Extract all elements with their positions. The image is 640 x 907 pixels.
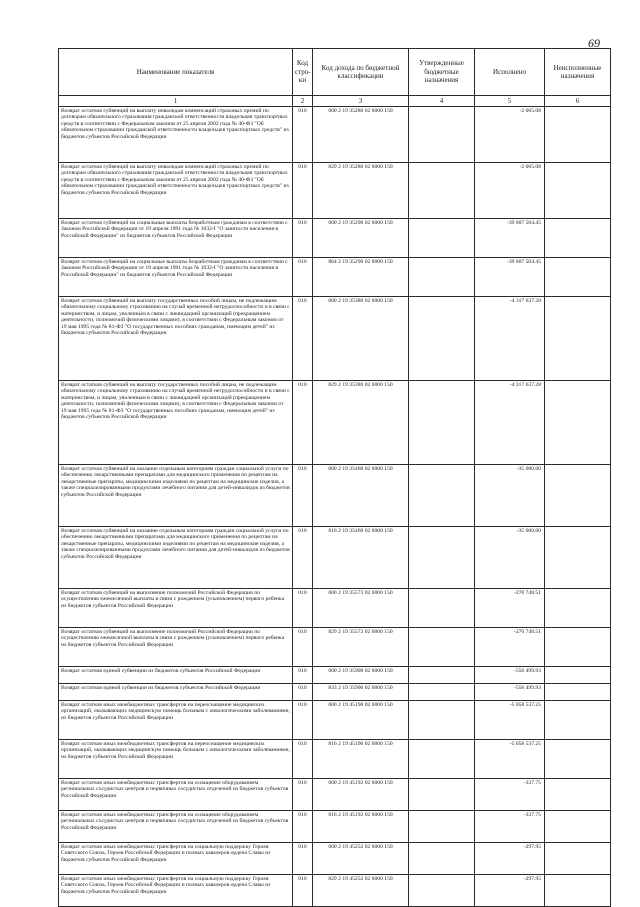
row-code-cell: 010 — [293, 628, 313, 667]
row-name-cell: Возврат остатков субвенций на выполнение полномочий Российской Федерации по осуществлению ежемесячной выплаты в связи с рождением (усыновлением) первого ребенка из бюджетов субъектов Российской Федерации — [59, 589, 293, 628]
row-kbk-cell: 816 2 19 45190 02 0000 150 — [313, 740, 409, 779]
row-unexecuted-cell — [545, 667, 611, 684]
row-approved-cell — [409, 875, 475, 907]
row-kbk-cell: 833 2 19 35900 02 0000 150 — [313, 684, 409, 701]
table-row — [59, 811, 611, 843]
row-executed-cell: -5 058 537.25 — [475, 740, 545, 779]
table-header-row — [59, 49, 611, 96]
row-kbk-cell: 000 2 19 45190 02 0000 150 — [313, 701, 409, 740]
row-unexecuted-cell — [545, 875, 611, 907]
row-unexecuted-cell — [545, 684, 611, 701]
row-unexecuted-cell — [545, 811, 611, 843]
row-executed-cell: -4 317 637.28 — [475, 297, 545, 381]
row-code-cell: 010 — [293, 811, 313, 843]
row-name-cell: Возврат остатков субвенций на оказание отдельным категориям граждан социальной услуги по обеспечению лекарственными препаратами для медицинского применения по рецептам на лекарственные препараты, медицинскими изделиями по рецептам на медицинские изделия, а также специализированными продуктами лечебного питания для детей-инвалидов из бюджетов субъектов Российской Федерации — [59, 465, 293, 527]
table-row — [59, 465, 611, 527]
row-name-cell: Возврат остатков иных межбюджетных трансфертов на переоснащение медицинских организаций, оказывающих медицинскую помощь больным с онкологическими заболеваниями, из бюджетов субъектов Российской Федерации — [59, 701, 293, 740]
row-kbk-cell: 000 2 19 45252 02 0000 150 — [313, 843, 409, 875]
row-approved-cell — [409, 527, 475, 589]
row-approved-cell — [409, 258, 475, 297]
row-unexecuted-cell — [545, 779, 611, 811]
row-name-cell: Возврат остатков иных межбюджетных трансфертов на оснащение оборудованием региональных сосудистых центров и первичных сосудистых отделений из бюджетов субъектов Российской Федерации — [59, 779, 293, 811]
table-row — [59, 779, 611, 811]
row-code-cell: 010 — [293, 107, 313, 163]
row-kbk-cell: 000 2 19 35460 02 0000 150 — [313, 465, 409, 527]
row-kbk-cell: 816 2 19 35460 02 0000 150 — [313, 527, 409, 589]
row-executed-cell: -39 807 504.45 — [475, 258, 545, 297]
row-unexecuted-cell — [545, 527, 611, 589]
table-row — [59, 684, 611, 701]
table-row — [59, 589, 611, 628]
row-unexecuted-cell — [545, 163, 611, 219]
row-unexecuted-cell — [545, 589, 611, 628]
row-code-cell: 010 — [293, 843, 313, 875]
table-row — [59, 297, 611, 381]
table-row — [59, 740, 611, 779]
row-kbk-cell: 000 2 19 35900 02 0000 150 — [313, 667, 409, 684]
row-approved-cell — [409, 779, 475, 811]
row-code-cell: 010 — [293, 701, 313, 740]
row-executed-cell: -2 065.08 — [475, 107, 545, 163]
row-code-cell: 010 — [293, 465, 313, 527]
row-executed-cell: -337.75 — [475, 779, 545, 811]
row-approved-cell — [409, 297, 475, 381]
row-code-cell: 010 — [293, 667, 313, 684]
table-row — [59, 219, 611, 258]
column-number: 2 — [293, 96, 313, 107]
row-approved-cell — [409, 701, 475, 740]
row-approved-cell — [409, 163, 475, 219]
row-kbk-cell: 000 2 19 35380 02 0000 150 — [313, 297, 409, 381]
table-row — [59, 381, 611, 465]
column-number: 6 — [545, 96, 611, 107]
row-name-cell: Возврат остатков субвенций на выполнение полномочий Российской Федерации по осуществлению ежемесячной выплаты в связи с рождением (усыновлением) первого ребенка из бюджетов субъектов Российской Федерации — [59, 628, 293, 667]
row-name-cell: Возврат остатков субвенций на выплату государственных пособий лицам, не подлежащим обязательному социальному страхованию на случай временной нетрудоспособности и в связи с материнством, и лицам, уволенным в связи с ликвидацией организаций (прекращением деятельности, полномочий физическими лицами), в соответствии с Федеральным законом от 19 мая 1995 года № 81-ФЗ "О государственных пособиях гражданам, имеющим детей" из бюджетов субъектов Российской Федерации — [59, 297, 293, 381]
column-number: 3 — [313, 96, 409, 107]
table-row — [59, 843, 611, 875]
row-executed-cell: -297.95 — [475, 843, 545, 875]
row-executed-cell: -556 499.93 — [475, 667, 545, 684]
table-row — [59, 701, 611, 740]
row-approved-cell — [409, 628, 475, 667]
column-number: 5 — [475, 96, 545, 107]
page-number: 69 — [588, 36, 600, 50]
table-row — [59, 628, 611, 667]
row-code-cell: 010 — [293, 589, 313, 628]
row-kbk-cell: 829 2 19 35280 02 0000 150 — [313, 163, 409, 219]
row-code-cell: 010 — [293, 381, 313, 465]
row-unexecuted-cell — [545, 740, 611, 779]
row-code-cell: 010 — [293, 258, 313, 297]
row-kbk-cell: 000 2 19 35573 02 0000 150 — [313, 589, 409, 628]
row-name-cell: Возврат остатков субвенций на выплату государственных пособий лицам, не подлежащим обязательному социальному страхованию на случай временной нетрудоспособности и в связи с материнством, и лицам, уволенным в связи с ликвидацией организаций (прекращением деятельности, полномочий физическими лицами), в соответствии с Федеральным законом от 19 мая 1995 года № 81-ФЗ "О государственных пособиях гражданам, имеющим детей" из бюджетов субъектов Российской Федерации — [59, 381, 293, 465]
column-number-row — [59, 96, 611, 107]
row-name-cell: Возврат остатков субвенций на выплату инвалидам компенсаций страховых премий по договорам обязательного страхования гражданской ответственности владельцев транспортных средств в соответствии с Федеральным законом от 25 апреля 2002 года № 40-ФЗ "Об обязательном страховании гражданской ответственности владельцев транспортных средств" из бюджетов субъектов Российской Федерации — [59, 163, 293, 219]
row-code-cell: 010 — [293, 684, 313, 701]
table-row — [59, 163, 611, 219]
row-code-cell: 010 — [293, 527, 313, 589]
row-approved-cell — [409, 667, 475, 684]
row-name-cell: Возврат остатков иных межбюджетных трансфертов на оснащение оборудованием региональных сосудистых центров и первичных сосудистых отделений из бюджетов субъектов Российской Федерации — [59, 811, 293, 843]
row-executed-cell: -337.75 — [475, 811, 545, 843]
row-executed-cell: -556 499.93 — [475, 684, 545, 701]
row-executed-cell: -2 065.08 — [475, 163, 545, 219]
row-approved-cell — [409, 740, 475, 779]
table-row — [59, 527, 611, 589]
row-unexecuted-cell — [545, 219, 611, 258]
row-kbk-cell: 864 2 19 35290 02 0000 150 — [313, 258, 409, 297]
row-name-cell: Возврат остатков иных межбюджетных трансфертов на социальную поддержку Героев Советского Союза, Героев Российской Федерации и полных кавалеров ордена Славы из бюджетов субъектов Российской Федерации — [59, 875, 293, 907]
row-code-cell: 010 — [293, 779, 313, 811]
row-unexecuted-cell — [545, 843, 611, 875]
row-approved-cell — [409, 381, 475, 465]
row-approved-cell — [409, 219, 475, 258]
header-kbk: Код дохода по бюджетной классификации — [313, 49, 409, 96]
row-name-cell: Возврат остатков субвенций на выплату инвалидам компенсаций страховых премий по договорам обязательного страхования гражданской ответственности владельцев транспортных средств в соответствии с Федеральным законом от 25 апреля 2002 года № 40-ФЗ "Об обязательном страховании гражданской ответственности владельцев транспортных средств" из бюджетов субъектов Российской Федерации — [59, 107, 293, 163]
row-unexecuted-cell — [545, 297, 611, 381]
row-executed-cell: -35 000.00 — [475, 527, 545, 589]
table-body — [59, 107, 611, 907]
row-approved-cell — [409, 107, 475, 163]
row-name-cell: Возврат остатков иных межбюджетных трансфертов на социальную поддержку Героев Советского Союза, Героев Российской Федерации и полных кавалеров ордена Славы из бюджетов субъектов Российской Федерации — [59, 843, 293, 875]
row-name-cell: Возврат остатков субвенций на социальные выплаты безработным гражданам в соответствии с Законом Российской Федерации от 19 апреля 1991 года № 1032-I "О занятости населения в Российской Федерации" из бюджетов субъектов Российской Федерации — [59, 219, 293, 258]
header-approved: Утвержденные бюджетные назначения — [409, 49, 475, 96]
row-approved-cell — [409, 684, 475, 701]
row-kbk-cell: 816 2 19 45192 02 0000 150 — [313, 811, 409, 843]
row-code-cell: 010 — [293, 740, 313, 779]
row-executed-cell: -39 807 504.45 — [475, 219, 545, 258]
row-executed-cell: -270 748.51 — [475, 589, 545, 628]
row-approved-cell — [409, 589, 475, 628]
column-number: 4 — [409, 96, 475, 107]
row-approved-cell — [409, 843, 475, 875]
header-executed: Исполнено — [475, 49, 545, 96]
row-executed-cell: -5 058 537.25 — [475, 701, 545, 740]
table-row — [59, 107, 611, 163]
header-name: Наименование показателя — [59, 49, 293, 96]
table-row — [59, 875, 611, 907]
row-unexecuted-cell — [545, 107, 611, 163]
row-kbk-cell: 000 2 19 45192 02 0000 150 — [313, 779, 409, 811]
row-approved-cell — [409, 811, 475, 843]
row-kbk-cell: 000 2 19 35280 02 0000 150 — [313, 107, 409, 163]
row-executed-cell: -297.95 — [475, 875, 545, 907]
row-code-cell: 010 — [293, 163, 313, 219]
header-code: Код стро-ки — [293, 49, 313, 96]
row-kbk-cell: 829 2 19 45252 02 0000 150 — [313, 875, 409, 907]
table-row — [59, 667, 611, 684]
row-name-cell: Возврат остатков единой субвенции из бюджетов субъектов Российской Федерации — [59, 667, 293, 684]
row-unexecuted-cell — [545, 381, 611, 465]
row-name-cell: Возврат остатков иных межбюджетных трансфертов на переоснащение медицинских организаций, оказывающих медицинскую помощь больным с онкологическими заболеваниями, из бюджетов субъектов Российской Федерации — [59, 740, 293, 779]
column-number: 1 — [59, 96, 293, 107]
header-unexecuted: Неисполненные назначения — [545, 49, 611, 96]
table-row — [59, 258, 611, 297]
row-approved-cell — [409, 465, 475, 527]
row-code-cell: 010 — [293, 875, 313, 907]
row-code-cell: 010 — [293, 219, 313, 258]
row-name-cell: Возврат остатков единой субвенции из бюджетов субъектов Российской Федерации — [59, 684, 293, 701]
row-unexecuted-cell — [545, 628, 611, 667]
row-name-cell: Возврат остатков субвенций на социальные выплаты безработным гражданам в соответствии с Законом Российской Федерации от 19 апреля 1991 года № 1032-I "О занятости населения в Российской Федерации" из бюджетов субъектов Российской Федерации — [59, 258, 293, 297]
row-executed-cell: -4 317 637.28 — [475, 381, 545, 465]
row-name-cell: Возврат остатков субвенций на оказание отдельным категориям граждан социальной услуги по обеспечению лекарственными препаратами для медицинского применения по рецептам на лекарственные препараты, медицинскими изделиями по рецептам на медицинские изделия, а также специализированными продуктами лечебного питания для детей-инвалидов из бюджетов субъектов Российской Федерации — [59, 527, 293, 589]
row-unexecuted-cell — [545, 701, 611, 740]
row-executed-cell: -270 748.51 — [475, 628, 545, 667]
budget-execution-table — [58, 48, 611, 907]
row-executed-cell: -35 000.00 — [475, 465, 545, 527]
row-unexecuted-cell — [545, 465, 611, 527]
row-kbk-cell: 829 2 19 35573 02 0000 150 — [313, 628, 409, 667]
row-code-cell: 010 — [293, 297, 313, 381]
row-unexecuted-cell — [545, 258, 611, 297]
row-kbk-cell: 000 2 19 35290 02 0000 150 — [313, 219, 409, 258]
row-kbk-cell: 829 2 19 35380 02 0000 150 — [313, 381, 409, 465]
